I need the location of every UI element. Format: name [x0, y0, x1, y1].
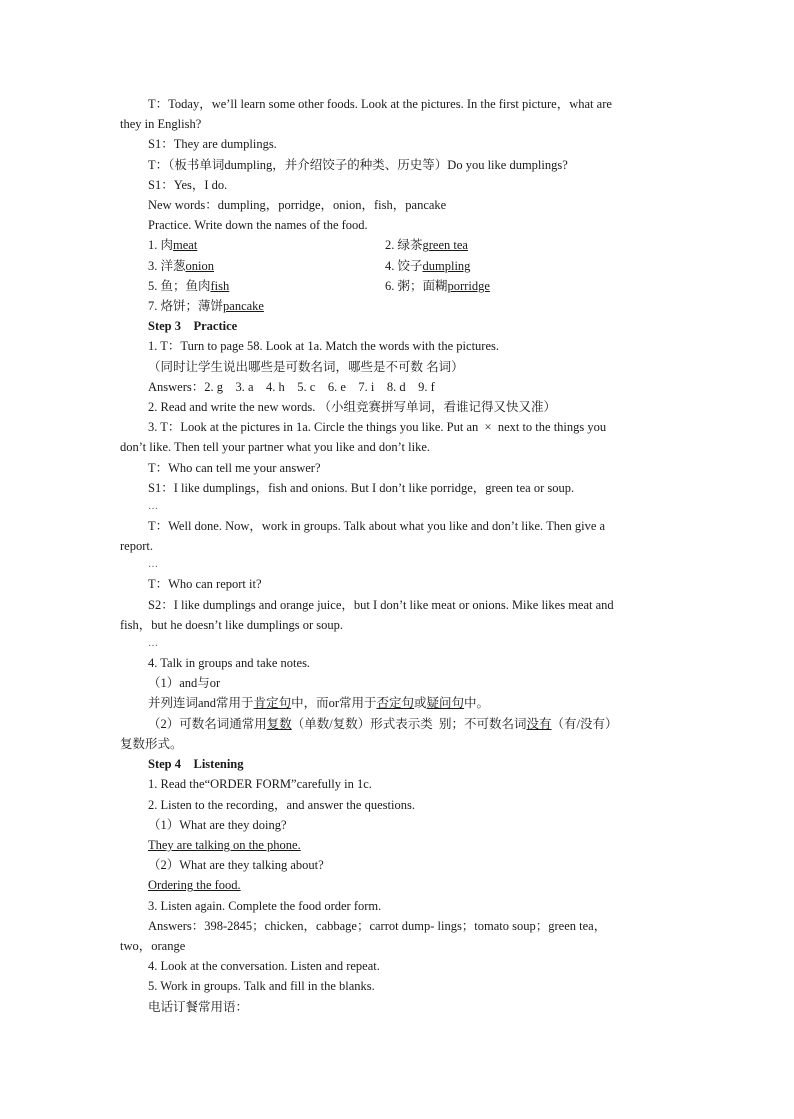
note-1-title: （1）and与or [148, 676, 221, 691]
student1-answer: S1：I like dumplings，fish and onions. But I don’t like porridge，green tea or soup. [148, 480, 575, 495]
practice-line: Practice. Write down the names of the food. [148, 218, 368, 233]
teacher-line-1a: T：Today，we’ll learn some other foods. Look at the pictures. In the first picture，what are [148, 97, 612, 111]
step4-item-1: 1. Read the“ORDER FORM”carefully in 1c. [148, 777, 372, 792]
food-list-row [120, 235, 676, 255]
step3-answers: Answers：2. g 3. a 4. h 5. c 6. e 7. i 8. d 9. f [148, 379, 435, 394]
step3-item-1-note: （同时让学生说出哪些是可数名词，哪些是不可数 名词） [148, 359, 464, 374]
student2-report-b: fish，but he doesn’t like dumplings or soup. [120, 617, 344, 632]
food-item: 3. 洋葱onion [148, 258, 214, 273]
ellipsis: … [148, 501, 158, 513]
step3-item-4: 4. Talk in groups and take notes. [148, 656, 311, 671]
step4-answers-a: Answers：398-2845；chicken，cabbage；carrot dump- lings；tomato soup；green tea， [148, 918, 607, 933]
student2-report-a: S2：I like dumplings and orange juice，but I don’t like meat or onions. Mike likes meat and [148, 597, 614, 612]
food-list-row [120, 256, 676, 276]
food-item: 7. 烙饼；薄饼pancake [148, 299, 264, 314]
question-2: （2）What are they talking about? [148, 858, 324, 873]
step3-item-1: 1. T：Turn to page 58. Look at 1a. Match the words with the pictures. [148, 339, 499, 354]
teacher-line-2: T：（板书单词dumpling，并介绍饺子的种类、历史等）Do you like dumplings? [148, 157, 568, 172]
food-item: 6. 粥；面糊porridge [385, 278, 490, 293]
ellipsis: … [148, 638, 158, 650]
teacher-question-1: T：Who can tell me your answer? [148, 460, 321, 475]
note-2-body: （2）可数名词通常用复数（单数/复数）形式表示类 别；不可数名词没有（有/没有） [148, 716, 618, 731]
step3-heading: Step 3 Practice [148, 319, 238, 334]
note-1-body: 并列连词and常用于肯定句中，而or常用于否定句或疑问句中。 [148, 696, 490, 711]
answer-1: They are talking on the phone. [148, 837, 301, 852]
ellipsis: … [148, 559, 158, 571]
teacher-line-1b: they in English? [120, 117, 202, 132]
food-list-row [120, 296, 676, 316]
food-list-row [120, 276, 676, 296]
step4-item-5: 5. Work in groups. Talk and fill in the blanks. [148, 979, 375, 994]
step4-item-4: 4. Look at the conversation. Listen and repeat. [148, 959, 380, 974]
teacher-well-done-a: T：Well done. Now，work in groups. Talk about what you like and don’t like. Then give a [148, 519, 606, 534]
step4-heading: Step 4 Listening [148, 757, 244, 772]
answer-2: Ordering the food. [148, 878, 241, 893]
food-item: 2. 绿茶green tea [385, 238, 468, 253]
step4-item-2: 2. Listen to the recording，and answer the questions. [148, 797, 415, 812]
step3-item-3b: don’t like. Then tell your partner what you like and don’t like. [120, 440, 431, 455]
teacher-question-2: T：Who can report it? [148, 577, 262, 592]
student-line-1a: S1：They are dumplings. [148, 137, 277, 152]
phone-order-phrases-heading: 电话订餐常用语： [148, 999, 249, 1014]
food-item: 4. 饺子dumpling [385, 258, 471, 273]
teacher-well-done-b: report. [120, 539, 153, 554]
step4-answers-b: two，orange [120, 938, 186, 953]
student-line-1b: S1：Yes，I do. [148, 177, 228, 192]
step4-item-3: 3. Listen again. Complete the food order form. [148, 898, 382, 913]
new-words-line: New words：dumpling，porridge，onion，fish，pancake [148, 198, 447, 213]
food-item: 1. 肉meat [148, 238, 198, 253]
question-1: （1）What are they doing? [148, 817, 287, 832]
food-item: 5. 鱼；鱼肉fish [148, 278, 230, 293]
step3-item-2: 2. Read and write the new words. （小组竞赛拼写单词，看谁记得又快又准） [148, 400, 556, 415]
note-2-tail: 复数形式。 [120, 736, 183, 751]
step3-item-3a: 3. T：Look at the pictures in 1a. Circle the things you like. Put an × next to the things you [148, 420, 607, 435]
